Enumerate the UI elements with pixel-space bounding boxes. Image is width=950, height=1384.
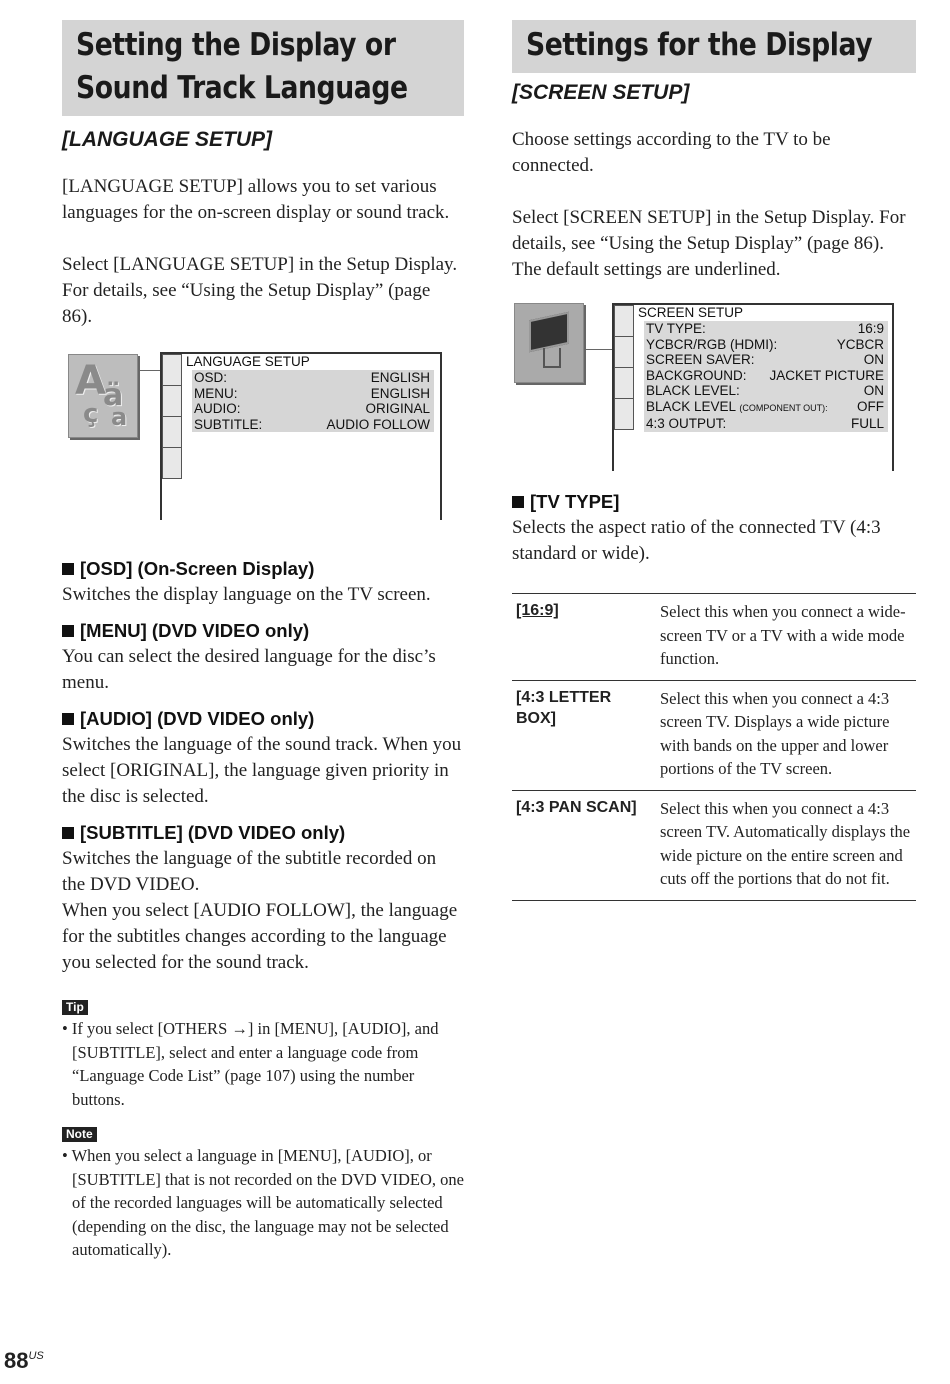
option-description: Select this when you connect a 4:3 screen TV. Displays a wide picture with bands on the upper and lower portions of the TV screen. (656, 680, 916, 790)
menu-tab[interactable] (614, 398, 634, 430)
monitor-stand-icon (543, 348, 561, 368)
square-bullet-icon (62, 827, 74, 839)
left-column (62, 20, 464, 1262)
menu-row-background[interactable]: BACKGROUND: JACKET PICTURE (646, 367, 884, 383)
banner-line-1: Setting the Display or (76, 27, 396, 63)
screen-menu-title: SCREEN SETUP (638, 305, 744, 320)
tv-type-table (512, 593, 916, 901)
language-letters-icon-2: ä (103, 378, 124, 413)
section-title: [MENU] (DVD VIDEO only) (80, 620, 310, 641)
menu-row-subtitle[interactable]: SUBTITLE: AUDIO FOLLOW (194, 416, 430, 432)
section-title: [TV TYPE] (530, 491, 620, 512)
menu-row-menu[interactable]: MENU: ENGLISH (194, 385, 430, 401)
menu-row-ycbcr-rgb[interactable]: YCBCR/RGB (HDMI): YCBCR (646, 336, 884, 352)
page-suffix: US (28, 1350, 44, 1362)
language-letters-icon: A (75, 358, 106, 404)
section-text-2: When you select [AUDIO FOLLOW], the language for the subtitles changes according to the language you selected for the sound track. (62, 900, 458, 973)
option-label: [4:3 PAN SCAN] (512, 790, 656, 900)
section-text: Switches the display language on the TV screen. (62, 584, 431, 605)
language-setup-icon (68, 354, 138, 438)
menu-tab[interactable] (614, 336, 634, 367)
language-letters-icon-3: ç (83, 399, 99, 429)
menu-tabs (162, 354, 182, 479)
section-banner-language (62, 20, 464, 116)
tip-label: Tip (62, 1000, 88, 1015)
table-row (512, 594, 916, 681)
section-audio (62, 706, 464, 810)
menu-tab[interactable] (162, 416, 182, 447)
menu-tab[interactable] (162, 447, 182, 479)
menu-row-audio[interactable]: AUDIO: ORIGINAL (194, 401, 430, 416)
banner-line-2: Sound Track Language (76, 70, 408, 106)
section-banner-display (512, 20, 916, 73)
note-text: • When you select a language in [MENU], [AUDIO], or [SUBTITLE] that is not recorded on the DVD VIDEO, one of the recorded languages will be automatically selected (depending on the disc, the language may not be selected automatically). (62, 1146, 464, 1259)
note-block (62, 1125, 464, 1262)
square-bullet-icon (512, 496, 524, 508)
menu-tabs (614, 305, 634, 430)
section-menu (62, 618, 464, 696)
option-label: [4:3 LETTER BOX] (512, 680, 656, 790)
square-bullet-icon (62, 563, 74, 575)
menu-tab[interactable] (614, 367, 634, 398)
menu-row-screen-saver[interactable]: SCREEN SAVER: ON (646, 352, 884, 367)
section-text: You can select the desired language for the disc’s menu. (62, 646, 436, 693)
square-bullet-icon (62, 625, 74, 637)
menu-row-4-3-output[interactable]: 4:3 OUTPUT: FULL (646, 416, 884, 431)
tip-block (62, 998, 464, 1111)
section-title: [OSD] (On-Screen Display) (80, 558, 315, 579)
option-description: Select this when you connect a wide-screen TV or a TV with a wide mode function. (656, 594, 916, 681)
right-column (512, 20, 916, 901)
section-osd (62, 556, 464, 608)
screen-select-instruction: Select [SCREEN SETUP] in the Setup Display. For details, see “Using the Setup Display” (page 86). (512, 207, 906, 254)
banner-line: Settings for the Display (526, 27, 873, 63)
square-bullet-icon (62, 713, 74, 725)
default-settings-note: The default settings are underlined. (512, 259, 781, 280)
screen-menu-rows (644, 321, 888, 432)
language-letters-icon-4: a (111, 403, 128, 431)
option-description: Select this when you connect a 4:3 screen TV. Automatically displays the wide picture on the entire screen and cuts off the portions that do not fit. (656, 790, 916, 900)
screen-setup-screen (514, 303, 916, 481)
note-label: Note (62, 1127, 97, 1142)
option-label: [16:9] (516, 602, 559, 619)
menu-tab[interactable] (614, 305, 634, 336)
screen-setup-icon (514, 303, 584, 383)
menu-row-black-level-component[interactable]: BLACK LEVEL (COMPONENT OUT): OFF (646, 398, 884, 414)
section-text: Selects the aspect ratio of the connected TV (4:3 standard or wide). (512, 517, 881, 564)
screen-setup-subhead: [SCREEN SETUP] (512, 81, 690, 104)
tip-text: • If you select [OTHERS →] in [MENU], [AUDIO], and [SUBTITLE], select and enter a language code from “Language Code List” (page 107) using the number buttons. (62, 1019, 439, 1109)
section-tv-type (512, 489, 916, 567)
section-title: [SUBTITLE] (DVD VIDEO only) (80, 822, 346, 843)
section-subtitle (62, 820, 464, 976)
section-text: Switches the language of the sound track. When you select [ORIGINAL], the language given priority in the disc is selected. (62, 734, 462, 807)
section-title: [AUDIO] (DVD VIDEO only) (80, 708, 315, 729)
language-setup-subhead: [LANGUAGE SETUP] (62, 128, 272, 151)
screen-intro: Choose settings according to the TV to be connected. (512, 129, 831, 176)
language-setup-screen (68, 352, 464, 552)
monitor-icon (529, 312, 569, 353)
menu-row-osd[interactable]: OSD: ENGLISH (194, 370, 430, 385)
language-menu-title: LANGUAGE SETUP (186, 354, 310, 369)
section-text: Switches the language of the subtitle recorded on the DVD VIDEO. (62, 848, 437, 895)
menu-tab[interactable] (162, 354, 182, 385)
table-row (512, 680, 916, 790)
language-menu-rows (192, 370, 434, 432)
language-intro: [LANGUAGE SETUP] allows you to set various languages for the on-screen display or sound track. (62, 176, 450, 223)
menu-row-tv-type[interactable]: TV TYPE: 16:9 (646, 321, 884, 336)
menu-row-black-level[interactable]: BLACK LEVEL: ON (646, 383, 884, 398)
menu-tab[interactable] (162, 385, 182, 416)
page-number: $88^{US}$ (4, 1348, 44, 1373)
language-select-instruction: Select [LANGUAGE SETUP] in the Setup Display. For details, see “Using the Setup Display” (page 86). (62, 254, 458, 327)
table-row (512, 790, 916, 900)
